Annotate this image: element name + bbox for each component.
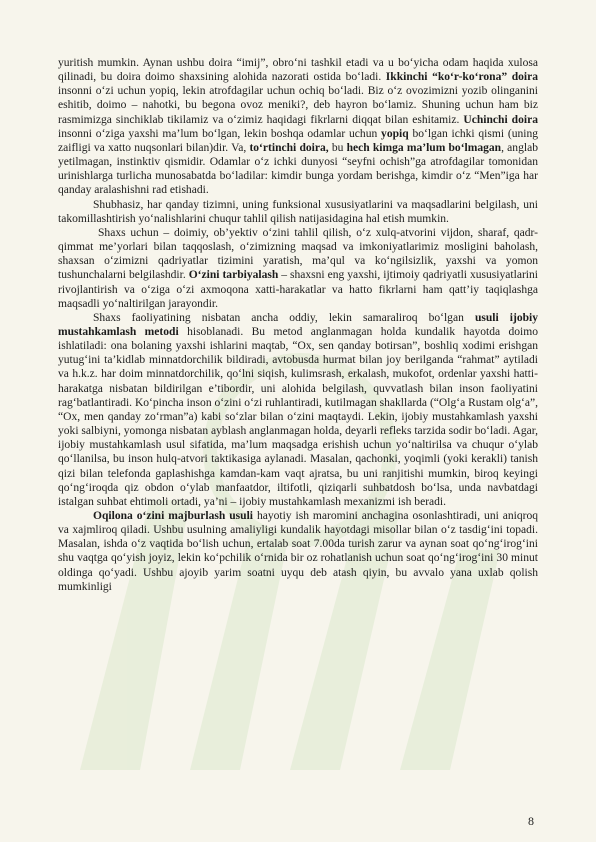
bold-term: yopiq	[381, 127, 409, 140]
text-run: Shaxs uchun – doimiy, ob’yektiv o‘zini tahlil qilish, o‘z xulq-atvorini vijdon, sharaf, qadr-qimmat me’yorlari bilan taqqoslash, o‘zimizning maqsad va imkoniyatlarimiz mosligini baholash, shaxsan o‘zimizni qadriyatlar tizimini yaratish, ma’qul va ko‘ngilsizlik, yaxshi va yomon tushunchalarni belgilashdir.	[58, 226, 538, 282]
body-text	[58, 56, 538, 594]
bold-term: to‘rtinchi doira,	[249, 141, 329, 154]
bold-term: hech kimga ma’lum bo‘lmagan	[346, 141, 502, 154]
paragraph	[58, 56, 538, 198]
paragraph	[58, 311, 538, 509]
bold-term: Uchinchi doira	[463, 113, 538, 126]
text-run: bo‘lgan ichki qismi (uning zaifligi va xatto nuqsonlari bilan)dir. Va,	[58, 127, 538, 154]
text-run: hayotiy ish maromini anchagina osonlashtiradi, uni aniqroq va xajmliroq qiladi. Ushbu usulning amaliyligi kundalik hayotdagi misollar bilan o‘z tasdig‘ini topadi. Masalan, ishda o‘z vaqtida bo‘lish uchun, ertalab soat 7.00da turish zarur va aynan soat qo‘ng‘irog‘ini shu vaqtga qo‘yish joyiz, lekin ko‘pchilik o‘rnida bir oz rohatlanish uchun soat qo‘ng‘irog‘ini 30 minut oldinga qo‘yadi. Ushbu ajoyib yarim soatni uyqu deb atash qiyin, bu avvalo yana uxlab qolish mumkinligi	[58, 510, 539, 593]
text-run: Shaxs faoliyatining nisbatan ancha oddiy, lekin samaraliroq bo‘lgan	[93, 311, 475, 324]
text-run: yuritish mumkin. Aynan ushbu doira “imij”, obro‘ni tashkil etadi va u bo‘yicha odam haqida xulosa qilinadi, bu doira doimo shaxsining alohida nazorati ostida bo‘ladi.	[58, 57, 538, 84]
bold-term: O‘zini tarbiyalash	[188, 269, 279, 282]
bold-term: Oqilona o‘zini majburlash usuli	[93, 510, 254, 522]
bold-term: usuli ijobiy mustahkamlash metodi	[58, 311, 539, 338]
text-run: – shaxsni eng yaxshi, ijtimoiy qadriyatli xususiyatlarini rivojlantirish va o‘ziga o‘zi axmoqona xatti-harakatlar va hatto fikrlarni ham qatt’iy taqiqlashga maqsadli yo‘naltirilgan jarayondir.	[58, 269, 538, 310]
page-number: 8	[528, 814, 534, 828]
text-run: hisoblanadi. Bu metod anglanmagan holda kundalik hayotda doimo ishlatiladi: ona bolaning yaxshi ishlarini maqtab, “Ox, sen qanday botirsan”, boshliq xodimi erishgan yutug‘ini ta’kidlab minnatdorchilik bildiradi, avtobusda hurmat bilan joy berilganda “rahmat” aytiladi va h.k.z. har doim minnatdorchilik, qo‘lni siqish, kulimsrash, erkalash, mukofot, ordenlar yaxshi hatti-harakatga nisbatan bildirilgan e’tibordir, uni alohida belgilash, quvvatlash bilan inson faoliyatini rag‘batlantiradi. Ko‘pincha inson o‘zini o‘zi ruhlantiradi, kutilmagan shakllarda (“Olg‘a Rustam olg‘a”, “Ox, men qanday zo‘rman”a) kabi so‘zlar bilan o‘zini maqtaydi. Lekin, ijobiy mustahkamlash yaxshi yoki salbiyni, yomonga nisbatan ayblash anglanmagan holda, deyarli refleks tarzida sodir bo‘ladi. Agar, ijobiy mustahkamlash usul sifatida, ma’lum maqsadga erishish uchun yo‘naltirilsa va chuqur o‘ylab qo‘llanilsa, bu inson hulq-atvori taktikasiga aylanadi. Masalan, qachonki, yoqimli (yoki kerakli) tanish qizi bilan telefonda gaplashishga kamdan-kam vaqt ajratsa, bu uni ranjitishi mumkin, biroq keyingi qo‘ng‘iroqda qiz obdon o‘ylab manfaatdor, iltifotli, qiziqarli suhbatdosh bo‘lsa, unda navbatdagi istalgan suhbat ehtimoli ortadi, ya’ni – ijobiy mustahkamlash mexanizmi ish beradi.	[58, 325, 539, 508]
text-run: insonni o‘zi uchun yopiq, lekin atrofdagilar uchun ochiq bo‘ladi. Biz o‘z ovozimizni yozib olinganini eshitib, doimo – nahotki, bu begona ovoz meniki?, deb hayron bo‘lamiz. Shuning uchun ham biz rasmimizga sinchiklab tikilamiz va o‘zimiz haqidagi fikrlarni diqqat bilan eshitamiz.	[58, 85, 538, 126]
text-run: Shubhasiz, har qanday tizimni, uning funksional xususiyatlarini va maqsadlarini belgilash, uni takomillashtirish yo‘nalishlarini chuqur tahlil qilish natijasidagina hal etish mumkin.	[58, 198, 538, 225]
text-run: , anglab yetilmagan, instinktiv qismidir. Odamlar o‘z ichki dunyosi “seyfni ochish”ga atrofdagilar tomonidan urinishlarga turlicha munosabatda bo‘ladilar: kimdir bunga yordam berishga, kimdir o‘z “Men”iga har qanday aralashishni rad etishadi.	[58, 141, 538, 197]
text-run: bu	[328, 141, 347, 154]
paragraph	[58, 226, 538, 311]
text-run: insonni o‘ziga yaxshi ma’lum bo‘lgan, lekin boshqa odamlar uchun	[58, 127, 382, 140]
bold-term: Ikkinchi “ko‘r-ko‘rona” doira	[385, 71, 538, 84]
paragraph	[58, 509, 538, 594]
paragraph	[58, 198, 538, 226]
